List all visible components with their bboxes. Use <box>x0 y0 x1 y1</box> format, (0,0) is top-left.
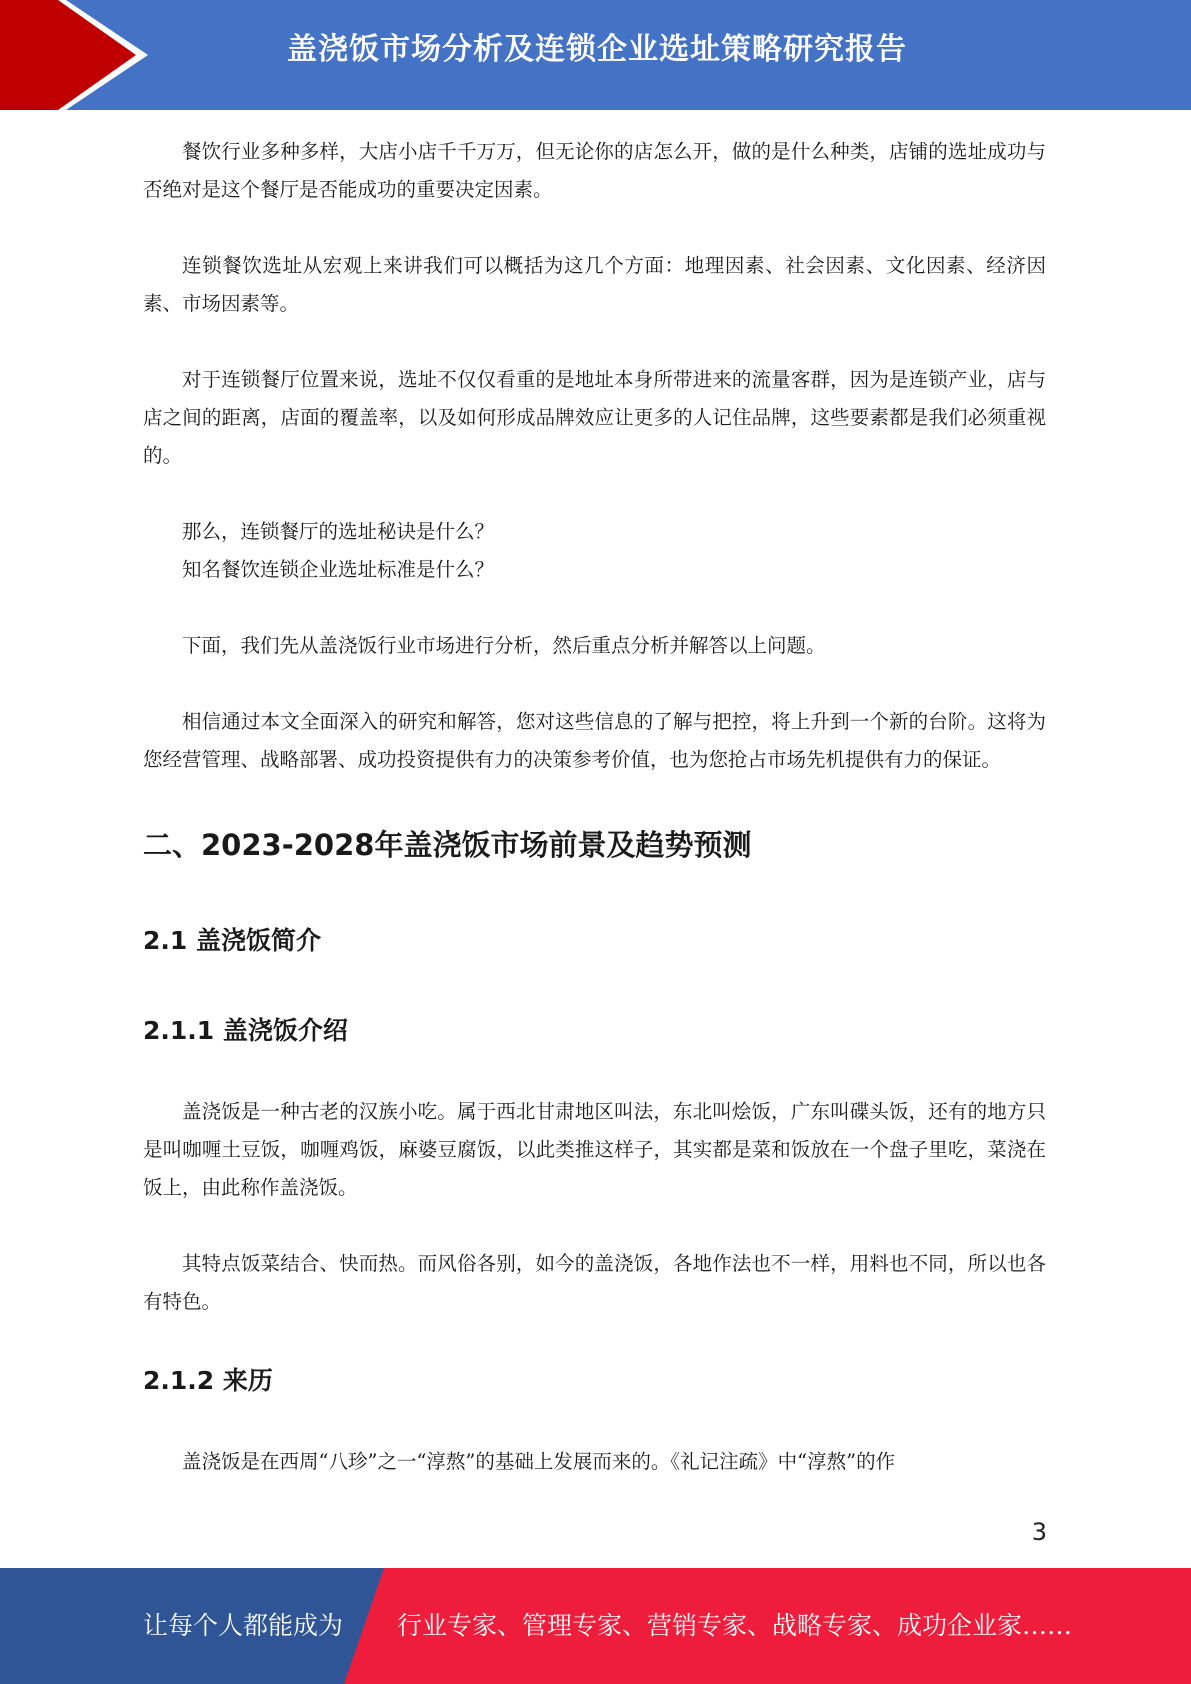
paragraph-next: 下面，我们先从盖浇饭行业市场进行分析，然后重点分析并解答以上问题。 <box>182 634 826 657</box>
question-line-2: 知名餐饮连锁企业选址标准是什么？ <box>182 558 495 581</box>
paragraph-chain-location: 对于连锁餐厅位置来说，选址不仅仅看重的是地址本身所带进来的流量客群，因为是连锁产业，店与店之间的距离，店面的覆盖率，以及如何形成品牌效应让更多的人记住品牌，这些要素都是我们必须重视的。 <box>143 368 1046 467</box>
report-body <box>143 133 1046 1481</box>
header-title: 盖浇饭市场分析及连锁企业选址策略研究报告 <box>287 32 907 67</box>
paragraph-origin: 盖浇饭是在西周“八珍”之一“淳熬”的基础上发展而来的。《礼记注疏》中“淳熬”的作 <box>182 1450 896 1473</box>
section-heading-2-1-1: 2.1.1 盖浇饭介绍 <box>143 1016 348 1045</box>
chapter-heading: 二、2023-2028年盖浇饭市场前景及趋势预测 <box>143 828 752 862</box>
page-header <box>0 0 1191 110</box>
footer-slogan-left: 让每个人都能成为 <box>143 1611 344 1640</box>
paragraph-macro-factors: 连锁餐饮选址从宏观上来讲我们可以概括为这几个方面：地理因素、社会因素、文化因素、经济因素、市场因素等。 <box>143 254 1046 315</box>
section-heading-2-1: 2.1 盖浇饭简介 <box>143 926 321 955</box>
page-number: 3 <box>1031 1518 1047 1546</box>
paragraph-gaijiaofan-intro: 盖浇饭是一种古老的汉族小吃。属于西北甘肃地区叫法，东北叫烩饭，广东叫碟头饭，还有的地方只是叫咖喱土豆饭，咖喱鸡饭，麻婆豆腐饭，以此类推这样子，其实都是菜和饭放在一个盘子里吃，菜浇在饭上，由此称作盖浇饭。 <box>143 1100 1046 1199</box>
section-heading-2-1-2: 2.1.2 来历 <box>143 1366 273 1395</box>
footer-slogan-right: 行业专家、管理专家、营销专家、战略专家、成功企业家…… <box>397 1611 1073 1640</box>
paragraph-value: 相信通过本文全面深入的研究和解答，您对这些信息的了解与把控，将上升到一个新的台阶。这将为您经营管理、战略部署、成功投资提供有力的决策参考价值，也为您抢占市场先机提供有力的保证。 <box>143 710 1046 771</box>
page-footer <box>0 1568 1191 1684</box>
paragraph-intro: 餐饮行业多种多样，大店小店千千万万，但无论你的店怎么开，做的是什么种类，店铺的选址成功与否绝对是这个餐厅是否能成功的重要决定因素。 <box>143 140 1046 201</box>
question-line-1: 那么，连锁餐厅的选址秘诀是什么？ <box>182 520 495 543</box>
paragraph-features: 其特点饭菜结合、快而热。而风俗各别，如今的盖浇饭，各地作法也不一样，用料也不同，所以也各有特色。 <box>143 1252 1046 1313</box>
